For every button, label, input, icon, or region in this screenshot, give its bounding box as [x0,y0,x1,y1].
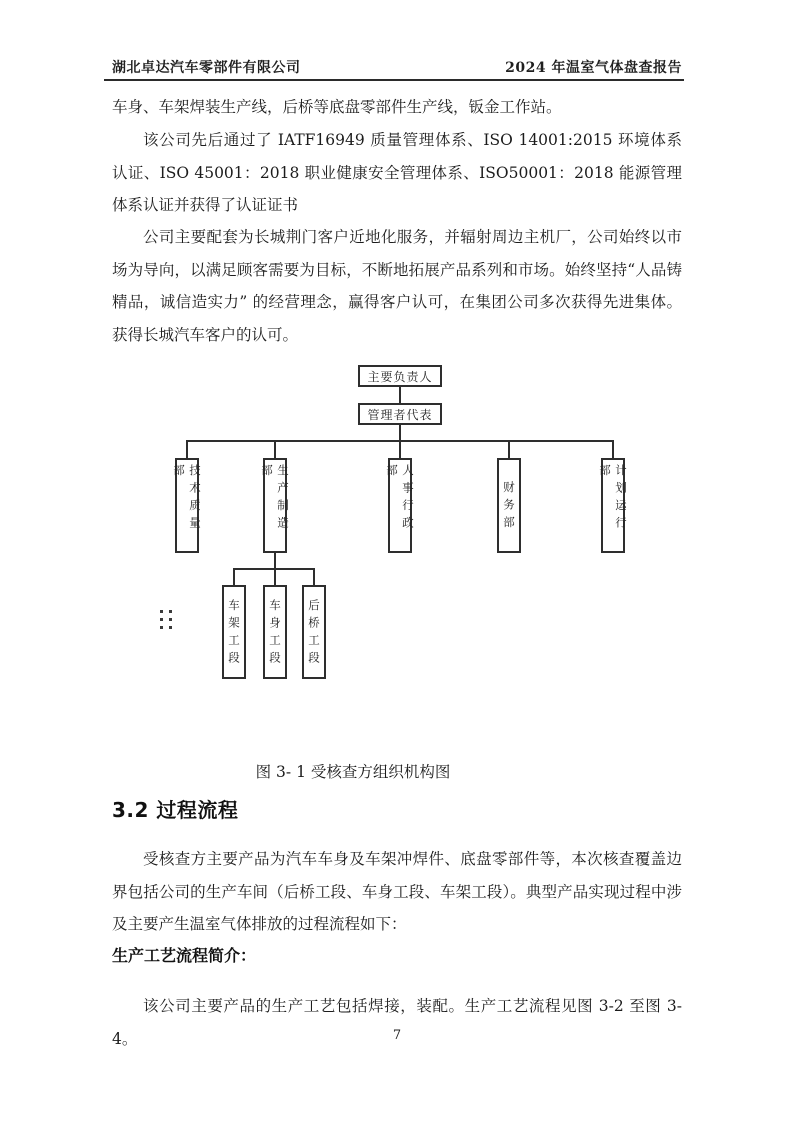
org-node-workshop-body: 车身工段 [263,585,287,679]
org-node-dept-finance: 财务部 [497,458,521,553]
org-node-management-rep: 管理者代表 [358,403,442,425]
connector-line [399,425,401,441]
connector-line [399,440,401,458]
org-node-workshop-axle: 后桥工段 [302,585,326,679]
paragraph-production-lines: 车身、车架焊装生产线，后桥等底盘零部件生产线，钣金工作站。 [112,98,562,116]
connector-line [186,440,188,458]
object-anchor-dots-icon [160,610,172,629]
org-chart-figure [0,360,794,695]
sub-heading-process-intro: 生产工艺流程简介： [112,946,257,965]
org-node-dept-production: 生产制造部 [263,458,287,553]
figure-caption: 图 3- 1 受核查方组织机构图 [255,763,451,781]
connector-line [612,440,614,458]
header-rule [104,79,684,81]
section-heading-3-2: 3.2 过程流程 [112,798,239,822]
header-company-name: 湖北卓达汽车零部件有限公司 [112,60,301,76]
paragraph-process-summary: 该公司主要产品的生产工艺包括焊接，装配。生产工艺流程见图 3-2 至图 3-4。 [112,997,682,1048]
org-node-dept-plan-operation: 计划运行部 [601,458,625,553]
page-number: 7 [392,1028,402,1043]
connector-line [399,387,401,403]
org-node-dept-hr-admin: 人事行政部 [388,458,412,553]
org-node-workshop-frame: 车架工段 [222,585,246,679]
org-node-dept-tech-quality: 技术质量部 [175,458,199,553]
connector-line [233,568,235,585]
connector-line [274,568,276,585]
paragraph-company-philosophy: 公司主要配套为长城荆门客户近地化服务，并辐射周边主机厂，公司始终以市场为导向，以满足顾客需要为目标，不断地拓展产品系列和市场。始终坚持“人品铸精品，诚信造实力” 的经营理念，赢得客户认可，在集团公司多次获得先进集体。获得长城汽车客户的认可。 [112,228,682,344]
connector-line [274,553,276,569]
connector-line [313,568,315,585]
paragraph-audit-boundary: 受核查方主要产品为汽车车身及车架冲焊件、底盘零部件等，本次核查覆盖边界包括公司的生产车间（后桥工段、车身工段、车架工段）。典型产品实现过程中涉及主要产生温室气体排放的过程流程如下： [112,850,682,933]
connector-line [508,440,510,458]
paragraph-certifications: 该公司先后通过了 IATF16949 质量管理体系、ISO 14001:2015 环境体系认证、ISO 45001：2018 职业健康安全管理体系、ISO50001：2018 能源管理体系认证并获得了认证证书 [112,131,682,214]
connector-line [274,440,276,458]
org-node-top-leader: 主要负责人 [358,365,442,387]
header-report-title: 2024 年温室气体盘查报告 [505,60,682,76]
